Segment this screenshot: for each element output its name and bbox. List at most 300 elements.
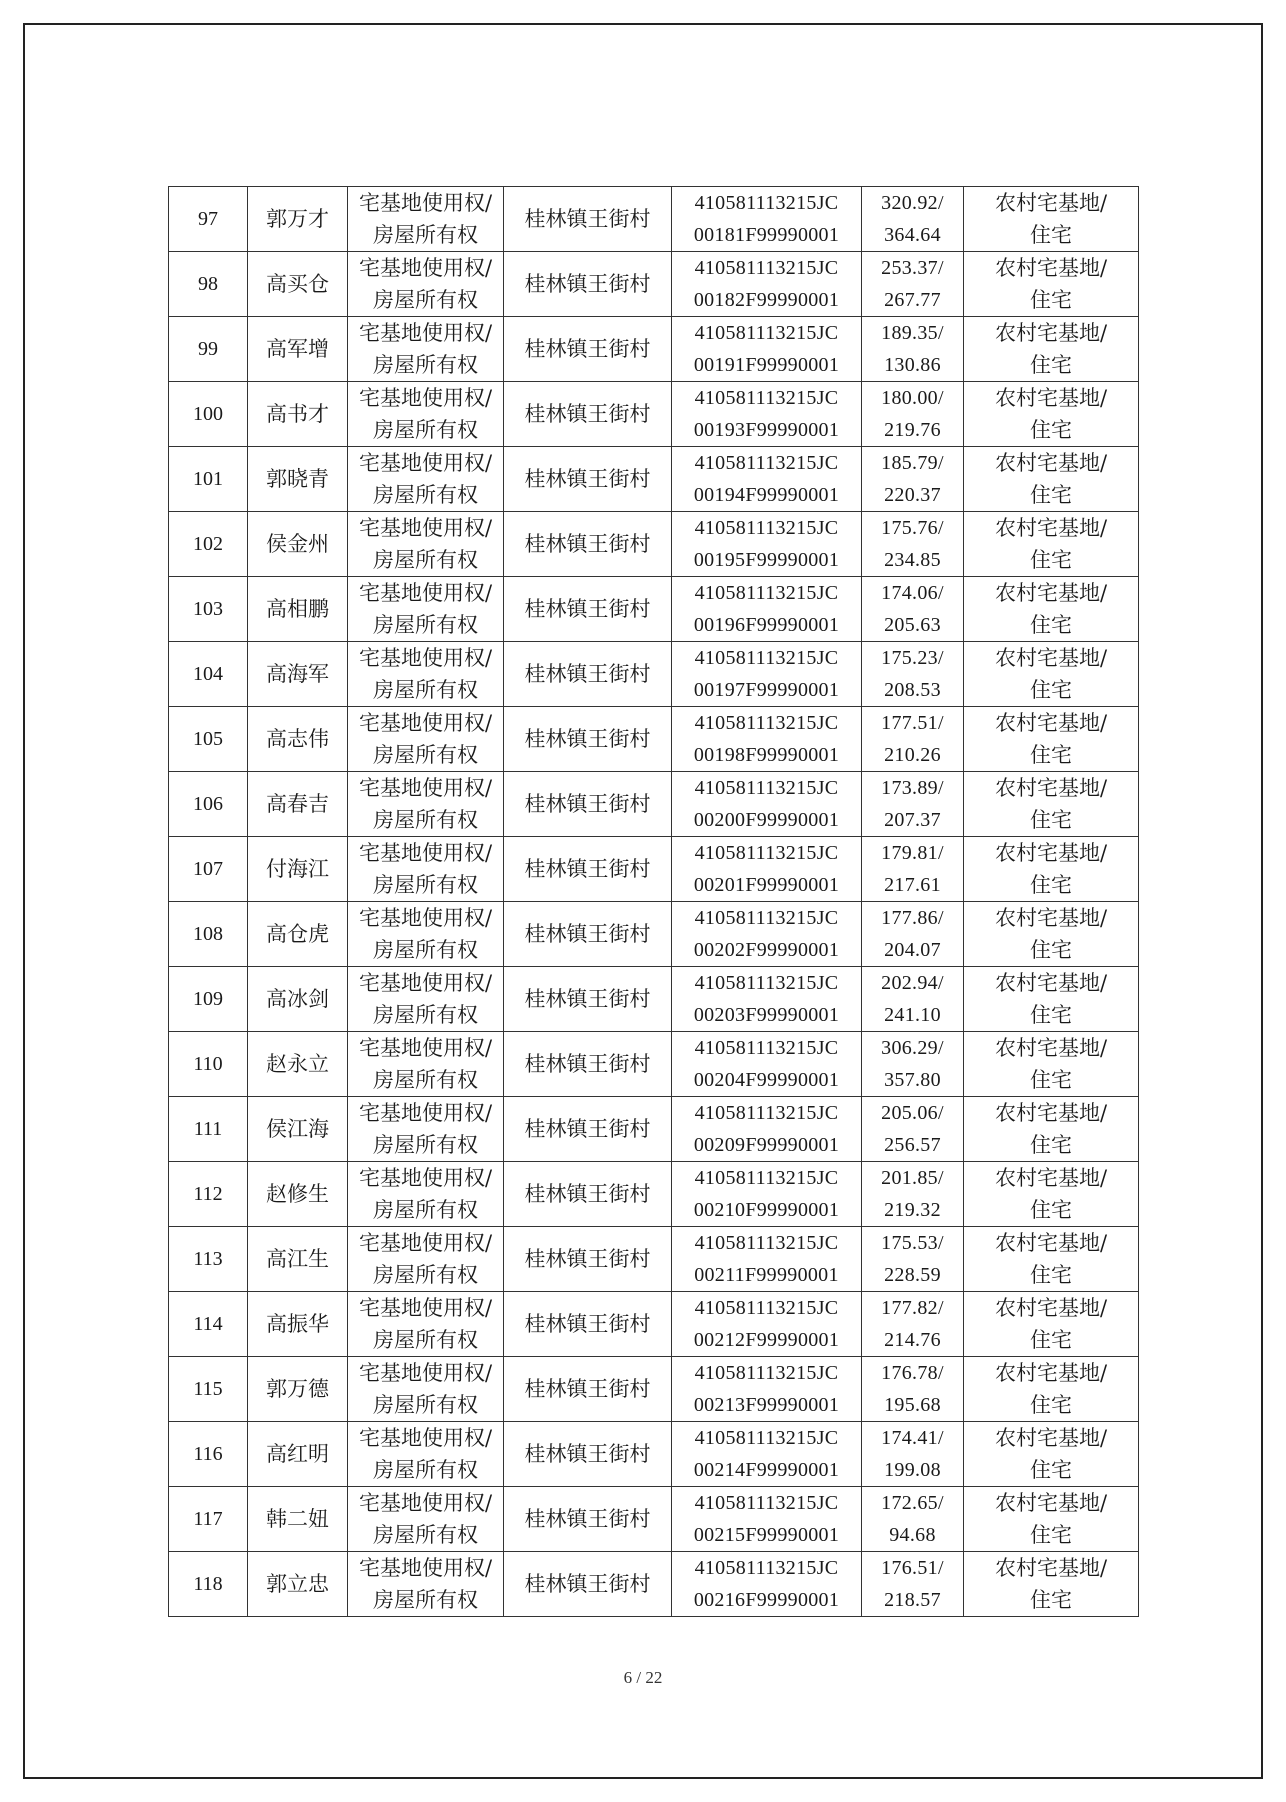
table-body <box>169 187 1139 1617</box>
area-cell <box>862 1227 964 1292</box>
area-cell <box>862 1422 964 1487</box>
unit-code-line: 00209F99990001 <box>693 1134 840 1156</box>
land-use-line: 住宅 <box>1030 1133 1072 1157</box>
unit-code-line: 00211F99990001 <box>694 1264 839 1286</box>
land-use-line: 农村宅基地/ <box>994 581 1108 605</box>
row-number-cell: 97 <box>169 187 248 252</box>
right-type-line: 房屋所有权 <box>373 548 478 572</box>
right-type-line: 房屋所有权 <box>373 808 478 832</box>
location-cell: 桂林镇王街村 <box>504 837 672 902</box>
area-line: 189.35/ <box>881 322 944 344</box>
area-cell <box>862 512 964 577</box>
unit-code-line: 00193F99990001 <box>693 419 840 441</box>
unit-code-line: 410581113215JC <box>694 777 839 799</box>
owner-name-cell: 赵修生 <box>248 1162 348 1227</box>
right-type-line: 房屋所有权 <box>373 353 478 377</box>
row-number-cell: 114 <box>169 1292 248 1357</box>
unit-code-line: 410581113215JC <box>694 907 839 929</box>
unit-code-line: 410581113215JC <box>694 712 839 734</box>
table-row <box>169 1032 1139 1097</box>
table-row <box>169 902 1139 967</box>
table-row <box>169 837 1139 902</box>
row-number-cell: 112 <box>169 1162 248 1227</box>
unit-code-line: 410581113215JC <box>694 647 839 669</box>
unit-code-line: 00216F99990001 <box>693 1589 840 1611</box>
row-number-cell: 100 <box>169 382 248 447</box>
land-use-cell <box>964 1422 1139 1487</box>
right-type-cell <box>348 1487 504 1552</box>
land-use-line: 农村宅基地/ <box>994 1556 1108 1580</box>
location-cell: 桂林镇王街村 <box>504 1552 672 1617</box>
right-type-line: 房屋所有权 <box>373 1003 478 1027</box>
land-use-cell <box>964 1487 1139 1552</box>
land-use-line: 住宅 <box>1030 483 1072 507</box>
land-use-cell <box>964 252 1139 317</box>
right-type-cell <box>348 1292 504 1357</box>
right-type-line: 房屋所有权 <box>373 1263 478 1287</box>
owner-name-cell: 郭晓青 <box>248 447 348 512</box>
location-cell: 桂林镇王街村 <box>504 1357 672 1422</box>
area-line: 174.06/ <box>881 582 944 604</box>
table-row <box>169 577 1139 642</box>
records-table <box>168 186 1139 1617</box>
unit-code-cell <box>672 512 862 577</box>
table-row <box>169 382 1139 447</box>
owner-name-cell: 高振华 <box>248 1292 348 1357</box>
unit-code-cell <box>672 772 862 837</box>
row-number-cell: 105 <box>169 707 248 772</box>
land-use-line: 农村宅基地/ <box>994 1036 1108 1060</box>
area-line: 94.68 <box>889 1524 936 1546</box>
table-row <box>169 252 1139 317</box>
right-type-line: 宅基地使用权/ <box>358 581 493 605</box>
unit-code-cell <box>672 577 862 642</box>
area-cell <box>862 1162 964 1227</box>
right-type-line: 房屋所有权 <box>373 743 478 767</box>
area-cell <box>862 772 964 837</box>
owner-name-cell: 高海军 <box>248 642 348 707</box>
table-row <box>169 1097 1139 1162</box>
right-type-line: 房屋所有权 <box>373 1458 478 1482</box>
land-use-line: 住宅 <box>1030 223 1072 247</box>
land-use-line: 农村宅基地/ <box>994 1101 1108 1125</box>
area-cell <box>862 1292 964 1357</box>
right-type-line: 房屋所有权 <box>373 1393 478 1417</box>
right-type-cell <box>348 447 504 512</box>
right-type-cell <box>348 1097 504 1162</box>
unit-code-line: 410581113215JC <box>694 1557 839 1579</box>
owner-name-cell: 赵永立 <box>248 1032 348 1097</box>
right-type-line: 宅基地使用权/ <box>358 1556 493 1580</box>
right-type-line: 房屋所有权 <box>373 1198 478 1222</box>
location-cell: 桂林镇王街村 <box>504 1292 672 1357</box>
owner-name-cell: 高买仓 <box>248 252 348 317</box>
right-type-line: 宅基地使用权/ <box>358 451 493 475</box>
area-line: 241.10 <box>884 1004 941 1026</box>
row-number-cell: 99 <box>169 317 248 382</box>
right-type-cell <box>348 1422 504 1487</box>
location-cell: 桂林镇王街村 <box>504 1032 672 1097</box>
right-type-line: 宅基地使用权/ <box>358 841 493 865</box>
owner-name-cell: 侯江海 <box>248 1097 348 1162</box>
land-use-line: 住宅 <box>1030 1003 1072 1027</box>
unit-code-line: 410581113215JC <box>694 1167 839 1189</box>
right-type-line: 宅基地使用权/ <box>358 906 493 930</box>
land-use-line: 住宅 <box>1030 1328 1072 1352</box>
land-use-cell <box>964 1292 1139 1357</box>
right-type-line: 宅基地使用权/ <box>358 1361 493 1385</box>
land-use-line: 住宅 <box>1030 353 1072 377</box>
area-cell <box>862 837 964 902</box>
right-type-line: 宅基地使用权/ <box>358 191 493 215</box>
right-type-cell <box>348 317 504 382</box>
area-line: 177.51/ <box>881 712 944 734</box>
area-line: 204.07 <box>884 939 941 961</box>
land-use-line: 农村宅基地/ <box>994 1166 1108 1190</box>
unit-code-line: 00210F99990001 <box>693 1199 840 1221</box>
location-cell: 桂林镇王街村 <box>504 967 672 1032</box>
area-cell <box>862 577 964 642</box>
right-type-line: 宅基地使用权/ <box>358 1036 493 1060</box>
location-cell: 桂林镇王街村 <box>504 447 672 512</box>
right-type-cell <box>348 902 504 967</box>
row-number-cell: 107 <box>169 837 248 902</box>
right-type-cell <box>348 1162 504 1227</box>
area-line: 179.81/ <box>881 842 944 864</box>
table-row <box>169 187 1139 252</box>
land-use-line: 农村宅基地/ <box>994 1231 1108 1255</box>
area-line: 205.63 <box>884 614 941 636</box>
location-cell: 桂林镇王街村 <box>504 1162 672 1227</box>
location-cell: 桂林镇王街村 <box>504 187 672 252</box>
land-use-line: 住宅 <box>1030 288 1072 312</box>
unit-code-line: 00194F99990001 <box>693 484 840 506</box>
owner-name-cell: 郭立忠 <box>248 1552 348 1617</box>
land-use-line: 农村宅基地/ <box>994 191 1108 215</box>
unit-code-line: 410581113215JC <box>694 582 839 604</box>
unit-code-cell <box>672 1422 862 1487</box>
unit-code-line: 410581113215JC <box>694 257 839 279</box>
area-line: 130.86 <box>884 354 941 376</box>
right-type-cell <box>348 252 504 317</box>
unit-code-line: 410581113215JC <box>694 1362 839 1384</box>
right-type-line: 房屋所有权 <box>373 418 478 442</box>
owner-name-cell: 高志伟 <box>248 707 348 772</box>
area-cell <box>862 902 964 967</box>
unit-code-line: 410581113215JC <box>694 1492 839 1514</box>
unit-code-cell <box>672 642 862 707</box>
land-use-line: 农村宅基地/ <box>994 386 1108 410</box>
page-number: 6 / 22 <box>623 1668 663 1687</box>
row-number-cell: 101 <box>169 447 248 512</box>
land-use-line: 农村宅基地/ <box>994 256 1108 280</box>
land-use-cell <box>964 512 1139 577</box>
row-number-cell: 103 <box>169 577 248 642</box>
table-row <box>169 1487 1139 1552</box>
right-type-cell <box>348 1227 504 1292</box>
unit-code-cell <box>672 1487 862 1552</box>
land-use-cell <box>964 1032 1139 1097</box>
right-type-line: 宅基地使用权/ <box>358 516 493 540</box>
table-row <box>169 447 1139 512</box>
unit-code-cell <box>672 902 862 967</box>
table-row <box>169 1227 1139 1292</box>
area-line: 228.59 <box>884 1264 941 1286</box>
unit-code-cell <box>672 1357 862 1422</box>
area-cell <box>862 967 964 1032</box>
land-use-line: 农村宅基地/ <box>994 971 1108 995</box>
area-line: 185.79/ <box>881 452 944 474</box>
land-use-line: 农村宅基地/ <box>994 1361 1108 1385</box>
unit-code-line: 00198F99990001 <box>693 744 840 766</box>
area-cell <box>862 1032 964 1097</box>
unit-code-line: 00213F99990001 <box>693 1394 840 1416</box>
area-line: 176.78/ <box>881 1362 944 1384</box>
unit-code-cell <box>672 1552 862 1617</box>
land-use-cell <box>964 967 1139 1032</box>
land-use-cell <box>964 187 1139 252</box>
unit-code-cell <box>672 1162 862 1227</box>
land-use-line: 住宅 <box>1030 1588 1072 1612</box>
right-type-line: 房屋所有权 <box>373 873 478 897</box>
unit-code-line: 00202F99990001 <box>693 939 840 961</box>
area-line: 267.77 <box>884 289 941 311</box>
land-use-cell <box>964 1357 1139 1422</box>
area-line: 195.68 <box>884 1394 941 1416</box>
right-type-line: 房屋所有权 <box>373 288 478 312</box>
table-row <box>169 1162 1139 1227</box>
unit-code-line: 410581113215JC <box>694 322 839 344</box>
table-row <box>169 772 1139 837</box>
area-line: 320.92/ <box>881 192 944 214</box>
unit-code-line: 00191F99990001 <box>693 354 840 376</box>
land-use-cell <box>964 772 1139 837</box>
owner-name-cell: 郭万才 <box>248 187 348 252</box>
land-use-cell <box>964 447 1139 512</box>
right-type-line: 房屋所有权 <box>373 223 478 247</box>
unit-code-line: 410581113215JC <box>694 842 839 864</box>
owner-name-cell: 高仓虎 <box>248 902 348 967</box>
land-use-cell <box>964 1097 1139 1162</box>
owner-name-cell: 郭万德 <box>248 1357 348 1422</box>
row-number-cell: 116 <box>169 1422 248 1487</box>
right-type-line: 房屋所有权 <box>373 613 478 637</box>
right-type-cell <box>348 1032 504 1097</box>
area-line: 306.29/ <box>881 1037 944 1059</box>
land-use-line: 农村宅基地/ <box>994 841 1108 865</box>
area-line: 173.89/ <box>881 777 944 799</box>
area-cell <box>862 187 964 252</box>
right-type-cell <box>348 577 504 642</box>
owner-name-cell: 高书才 <box>248 382 348 447</box>
row-number-cell: 113 <box>169 1227 248 1292</box>
right-type-cell <box>348 772 504 837</box>
area-line: 357.80 <box>884 1069 941 1091</box>
right-type-line: 房屋所有权 <box>373 1068 478 1092</box>
right-type-line: 宅基地使用权/ <box>358 321 493 345</box>
unit-code-cell <box>672 1227 862 1292</box>
table-row <box>169 1292 1139 1357</box>
unit-code-line: 410581113215JC <box>694 972 839 994</box>
owner-name-cell: 高冰剑 <box>248 967 348 1032</box>
right-type-line: 宅基地使用权/ <box>358 1231 493 1255</box>
unit-code-cell <box>672 317 862 382</box>
area-line: 177.86/ <box>881 907 944 929</box>
area-line: 219.32 <box>884 1199 941 1221</box>
area-line: 234.85 <box>884 549 941 571</box>
unit-code-line: 00214F99990001 <box>693 1459 840 1481</box>
owner-name-cell: 高军增 <box>248 317 348 382</box>
right-type-line: 房屋所有权 <box>373 678 478 702</box>
land-use-line: 住宅 <box>1030 808 1072 832</box>
location-cell: 桂林镇王街村 <box>504 1227 672 1292</box>
unit-code-line: 00196F99990001 <box>693 614 840 636</box>
land-use-cell <box>964 902 1139 967</box>
location-cell: 桂林镇王街村 <box>504 1422 672 1487</box>
unit-code-cell <box>672 967 862 1032</box>
area-line: 217.61 <box>884 874 941 896</box>
area-line: 174.41/ <box>881 1427 944 1449</box>
land-use-line: 农村宅基地/ <box>994 906 1108 930</box>
area-cell <box>862 1357 964 1422</box>
right-type-line: 宅基地使用权/ <box>358 1166 493 1190</box>
owner-name-cell: 高红明 <box>248 1422 348 1487</box>
right-type-cell <box>348 1357 504 1422</box>
area-line: 207.37 <box>884 809 941 831</box>
area-line: 175.76/ <box>881 517 944 539</box>
location-cell: 桂林镇王街村 <box>504 1487 672 1552</box>
location-cell: 桂林镇王街村 <box>504 707 672 772</box>
row-number-cell: 117 <box>169 1487 248 1552</box>
land-use-line: 农村宅基地/ <box>994 321 1108 345</box>
area-line: 175.23/ <box>881 647 944 669</box>
right-type-line: 房屋所有权 <box>373 483 478 507</box>
area-line: 175.53/ <box>881 1232 944 1254</box>
area-line: 220.37 <box>884 484 941 506</box>
land-use-line: 住宅 <box>1030 873 1072 897</box>
unit-code-line: 00195F99990001 <box>693 549 840 571</box>
right-type-cell <box>348 707 504 772</box>
unit-code-line: 00212F99990001 <box>693 1329 840 1351</box>
unit-code-cell <box>672 187 862 252</box>
table-row <box>169 1357 1139 1422</box>
land-use-line: 农村宅基地/ <box>994 711 1108 735</box>
right-type-line: 宅基地使用权/ <box>358 646 493 670</box>
area-cell <box>862 317 964 382</box>
table-row <box>169 1552 1139 1617</box>
owner-name-cell: 韩二妞 <box>248 1487 348 1552</box>
row-number-cell: 104 <box>169 642 248 707</box>
area-cell <box>862 1097 964 1162</box>
row-number-cell: 106 <box>169 772 248 837</box>
unit-code-line: 410581113215JC <box>694 387 839 409</box>
right-type-line: 宅基地使用权/ <box>358 1296 493 1320</box>
area-line: 364.64 <box>884 224 941 246</box>
right-type-cell <box>348 967 504 1032</box>
area-line: 214.76 <box>884 1329 941 1351</box>
right-type-cell <box>348 512 504 577</box>
unit-code-line: 410581113215JC <box>694 1037 839 1059</box>
area-line: 180.00/ <box>881 387 944 409</box>
unit-code-cell <box>672 447 862 512</box>
right-type-cell <box>348 642 504 707</box>
owner-name-cell: 高江生 <box>248 1227 348 1292</box>
row-number-cell: 108 <box>169 902 248 967</box>
unit-code-line: 00182F99990001 <box>693 289 840 311</box>
unit-code-cell <box>672 837 862 902</box>
area-line: 202.94/ <box>881 972 944 994</box>
unit-code-cell <box>672 1032 862 1097</box>
land-use-line: 住宅 <box>1030 1068 1072 1092</box>
right-type-line: 房屋所有权 <box>373 938 478 962</box>
unit-code-line: 410581113215JC <box>694 192 839 214</box>
unit-code-cell <box>672 382 862 447</box>
area-cell <box>862 1552 964 1617</box>
location-cell: 桂林镇王街村 <box>504 902 672 967</box>
unit-code-cell <box>672 1292 862 1357</box>
right-type-line: 房屋所有权 <box>373 1328 478 1352</box>
unit-code-line: 00203F99990001 <box>693 1004 840 1026</box>
row-number-cell: 111 <box>169 1097 248 1162</box>
right-type-line: 宅基地使用权/ <box>358 1426 493 1450</box>
area-line: 210.26 <box>884 744 941 766</box>
land-use-line: 住宅 <box>1030 743 1072 767</box>
land-use-cell <box>964 317 1139 382</box>
location-cell: 桂林镇王街村 <box>504 772 672 837</box>
row-number-cell: 102 <box>169 512 248 577</box>
location-cell: 桂林镇王街村 <box>504 642 672 707</box>
area-line: 199.08 <box>884 1459 941 1481</box>
land-use-cell <box>964 577 1139 642</box>
table-row <box>169 967 1139 1032</box>
area-line: 253.37/ <box>881 257 944 279</box>
land-use-cell <box>964 382 1139 447</box>
unit-code-line: 410581113215JC <box>694 1102 839 1124</box>
land-use-cell <box>964 837 1139 902</box>
land-use-cell <box>964 1162 1139 1227</box>
area-cell <box>862 707 964 772</box>
owner-name-cell: 付海江 <box>248 837 348 902</box>
owner-name-cell: 高相鹏 <box>248 577 348 642</box>
area-line: 208.53 <box>884 679 941 701</box>
table-row <box>169 1422 1139 1487</box>
land-use-line: 住宅 <box>1030 1458 1072 1482</box>
table-row <box>169 707 1139 772</box>
unit-code-line: 00200F99990001 <box>693 809 840 831</box>
land-use-line: 农村宅基地/ <box>994 1426 1108 1450</box>
right-type-line: 房屋所有权 <box>373 1588 478 1612</box>
land-use-line: 农村宅基地/ <box>994 1491 1108 1515</box>
location-cell: 桂林镇王街村 <box>504 577 672 642</box>
right-type-line: 宅基地使用权/ <box>358 1101 493 1125</box>
unit-code-line: 00201F99990001 <box>693 874 840 896</box>
land-use-line: 农村宅基地/ <box>994 1296 1108 1320</box>
row-number-cell: 110 <box>169 1032 248 1097</box>
location-cell: 桂林镇王街村 <box>504 382 672 447</box>
owner-name-cell: 高春吉 <box>248 772 348 837</box>
land-use-line: 住宅 <box>1030 418 1072 442</box>
area-cell <box>862 447 964 512</box>
right-type-line: 房屋所有权 <box>373 1133 478 1157</box>
right-type-line: 宅基地使用权/ <box>358 776 493 800</box>
unit-code-line: 00197F99990001 <box>693 679 840 701</box>
land-use-line: 住宅 <box>1030 1393 1072 1417</box>
area-line: 205.06/ <box>881 1102 944 1124</box>
area-line: 201.85/ <box>881 1167 944 1189</box>
area-cell <box>862 642 964 707</box>
area-line: 176.51/ <box>881 1557 944 1579</box>
owner-name-cell: 侯金州 <box>248 512 348 577</box>
